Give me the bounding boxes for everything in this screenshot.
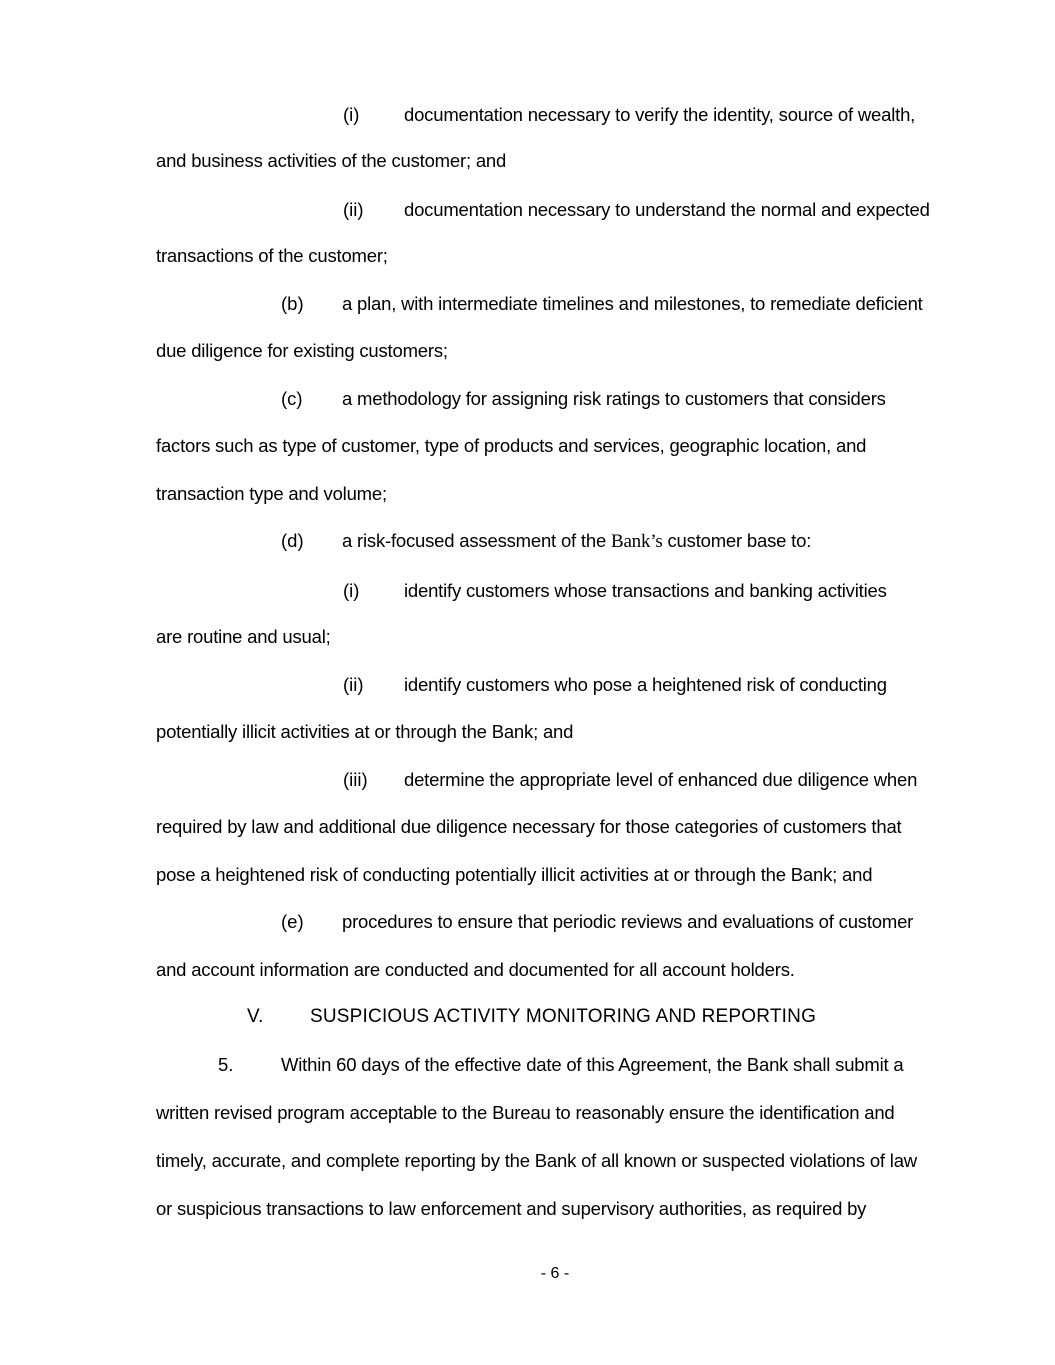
item-text	[342, 529, 811, 554]
item-label: (ii)	[343, 199, 364, 220]
paragraph-text: Within 60 days of the effective date of this Agreement, the Bank shall submit a	[281, 1054, 904, 1075]
paragraph-text: written revised program acceptable to the Bureau to reasonably ensure the identification and	[156, 1102, 895, 1123]
item-text-part: customer base to:	[662, 530, 812, 551]
item-text-continuation: and account information are conducted and documented for all account holders.	[156, 959, 795, 980]
item-text: a methodology for assigning risk ratings to customers that considers	[342, 388, 886, 409]
item-text-continuation: are routine and usual;	[156, 626, 331, 647]
item-text-continuation: and business activities of the customer; and	[156, 150, 507, 171]
item-label: (iii)	[343, 769, 368, 790]
item-text-serif-word: Bank’s	[610, 531, 663, 552]
item-label: (e)	[281, 911, 304, 932]
item-text-continuation: transactions of the customer;	[156, 245, 388, 266]
item-text-continuation: potentially illicit activities at or through the Bank; and	[156, 721, 574, 742]
item-text-continuation: due diligence for existing customers;	[156, 340, 448, 361]
paragraph-text: or suspicious transactions to law enforcement and supervisory authorities, as required by	[156, 1198, 867, 1219]
paragraph-number: 5.	[218, 1054, 234, 1075]
item-text: documentation necessary to verify the identity, source of wealth,	[404, 104, 916, 125]
item-label: (c)	[281, 388, 303, 409]
item-text: procedures to ensure that periodic reviews and evaluations of customer	[342, 911, 914, 932]
item-label: (ii)	[343, 674, 364, 695]
item-text: documentation necessary to understand the normal and expected	[404, 199, 930, 220]
item-text-part: a risk-focused assessment of the	[342, 530, 611, 551]
item-text-continuation: pose a heightened risk of conducting potentially illicit activities at or through the Bank; and	[156, 864, 873, 885]
paragraph-text: timely, accurate, and complete reporting by the Bank of all known or suspected violations of law	[156, 1150, 917, 1171]
item-label: (d)	[281, 530, 304, 551]
item-text-continuation: transaction type and volume;	[156, 483, 387, 504]
item-text: determine the appropriate level of enhanced due diligence when	[404, 769, 918, 790]
item-text: a plan, with intermediate timelines and milestones, to remediate deficient	[342, 293, 923, 314]
item-label: (i)	[343, 104, 360, 125]
section-number: V.	[247, 1006, 264, 1027]
item-label: (b)	[281, 293, 304, 314]
item-label: (i)	[343, 580, 360, 601]
section-title: SUSPICIOUS ACTIVITY MONITORING AND REPORTING	[310, 1006, 817, 1027]
item-text-continuation: required by law and additional due diligence necessary for those categories of customers that	[156, 816, 902, 837]
item-text-continuation: factors such as type of customer, type of products and services, geographic location, and	[156, 435, 867, 456]
page-number: - 6 -	[540, 1265, 570, 1282]
item-text: identify customers whose transactions and banking activities	[404, 580, 887, 601]
item-text: identify customers who pose a heightened risk of conducting	[404, 674, 887, 695]
